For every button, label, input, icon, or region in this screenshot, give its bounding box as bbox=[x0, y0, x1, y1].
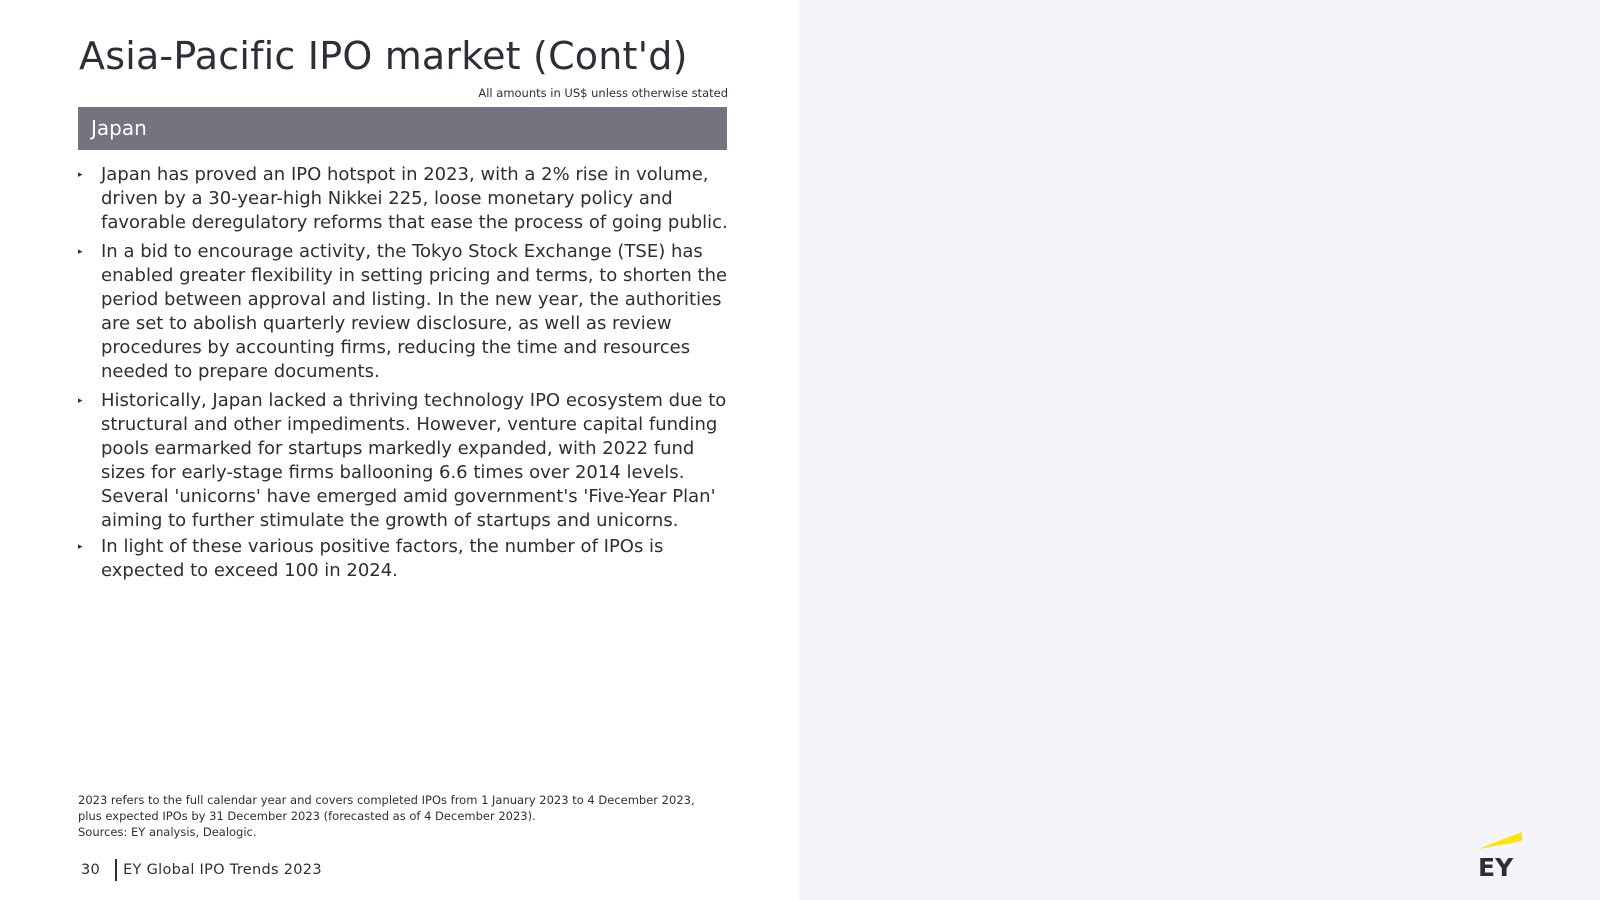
footer-divider bbox=[115, 859, 117, 881]
footnote-line: plus expected IPOs by 31 December 2023 (forecasted as of 4 December 2023). bbox=[78, 809, 536, 823]
page-footer bbox=[81, 858, 322, 882]
bullet-text: In a bid to encourage activity, the Tokyo Stock Exchange (TSE) has enabled greater flexibility in setting pricing and terms, to shorten the period between approval and listing. In the new year, the authorities are set to abolish quarterly review disclosure, as well as review procedures by accounting firms, reducing the time and resources needed to prepare documents. bbox=[101, 241, 728, 382]
ey-logo-beam bbox=[1478, 832, 1522, 849]
footnotes bbox=[78, 792, 758, 840]
bullet-item bbox=[78, 240, 730, 384]
bullet-item bbox=[78, 389, 730, 533]
bullet-arrow-icon: ▸ bbox=[78, 247, 83, 257]
footnote-line: 2023 refers to the full calendar year and covers completed IPOs from 1 January 2023 to 4 December 2023, bbox=[78, 793, 695, 807]
section-header-label: Japan bbox=[91, 116, 147, 140]
page-title: Asia-Pacific IPO market (Cont'd) bbox=[79, 34, 688, 78]
bullet-arrow-icon: ▸ bbox=[78, 396, 83, 406]
bullet-text: In light of these various positive factors, the number of IPOs is expected to exceed 100 in 2024. bbox=[101, 536, 664, 581]
bullet-text: Japan has proved an IPO hotspot in 2023, with a 2% rise in volume, driven by a 30-year-high Nikkei 225, loose monetary policy and favorable deregulatory reforms that ease the process of going public. bbox=[101, 164, 728, 233]
bullet-arrow-icon: ▸ bbox=[78, 542, 83, 552]
ey-logo-icon bbox=[1478, 832, 1522, 877]
bullet-arrow-icon: ▸ bbox=[78, 170, 83, 180]
bullet-text: Historically, Japan lacked a thriving technology IPO ecosystem due to structural and other impediments. However, venture capital funding pools earmarked for startups markedly expanded, with 2022 fund sizes for early-stage firms ballooning 6.6 times over 2014 levels. Several 'unicorns' have emerged amid government's 'Five-Year Plan' aiming to further stimulate the growth of startups and unicorns. bbox=[101, 390, 727, 531]
section-header-japan bbox=[78, 107, 727, 150]
bullet-list bbox=[78, 163, 730, 588]
page-number: 30 bbox=[81, 862, 101, 878]
bullet-item bbox=[78, 163, 730, 235]
publication-title: EY Global IPO Trends 2023 bbox=[123, 862, 322, 878]
sources-line: Sources: EY analysis, Dealogic. bbox=[78, 825, 257, 839]
bullet-item bbox=[78, 535, 730, 583]
ey-logo-text: EY bbox=[1478, 853, 1514, 877]
image-placeholder-panel bbox=[799, 0, 1600, 900]
currency-note: All amounts in US$ unless otherwise stated bbox=[478, 86, 728, 100]
